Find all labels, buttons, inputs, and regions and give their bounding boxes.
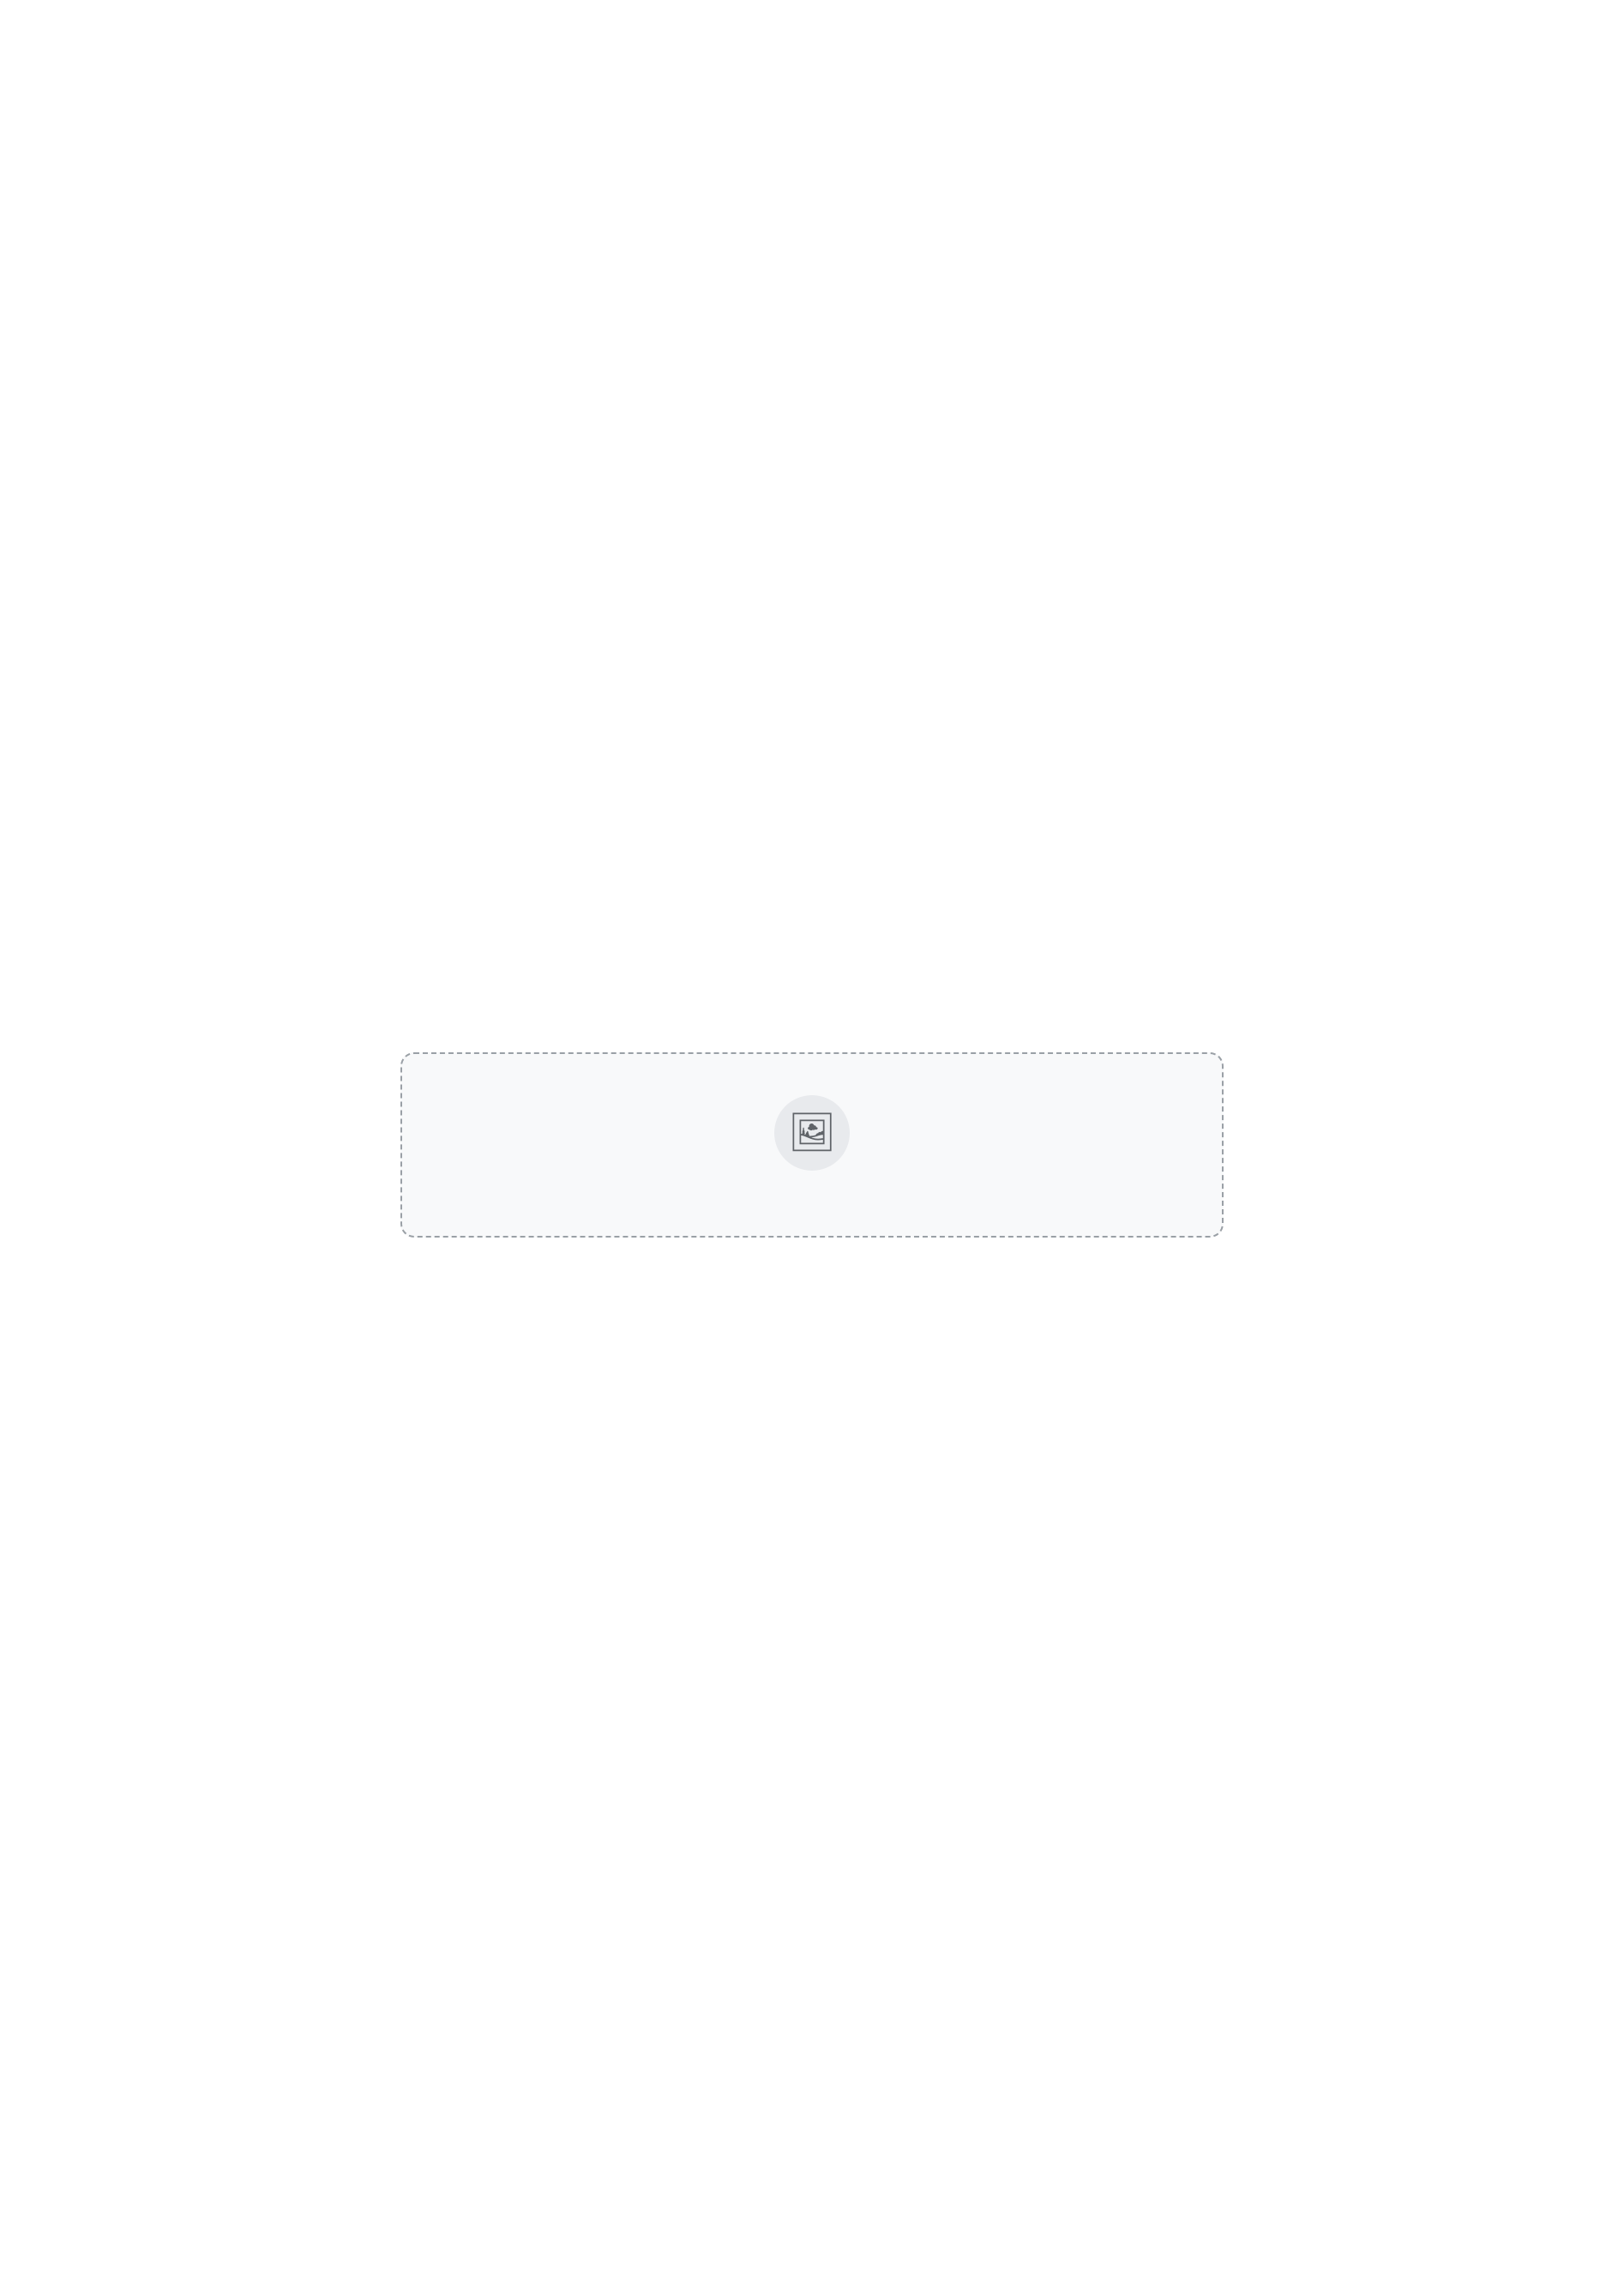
placeholder-card (400, 1052, 1224, 1238)
image-missing-icon: 🖼 (774, 1095, 850, 1171)
